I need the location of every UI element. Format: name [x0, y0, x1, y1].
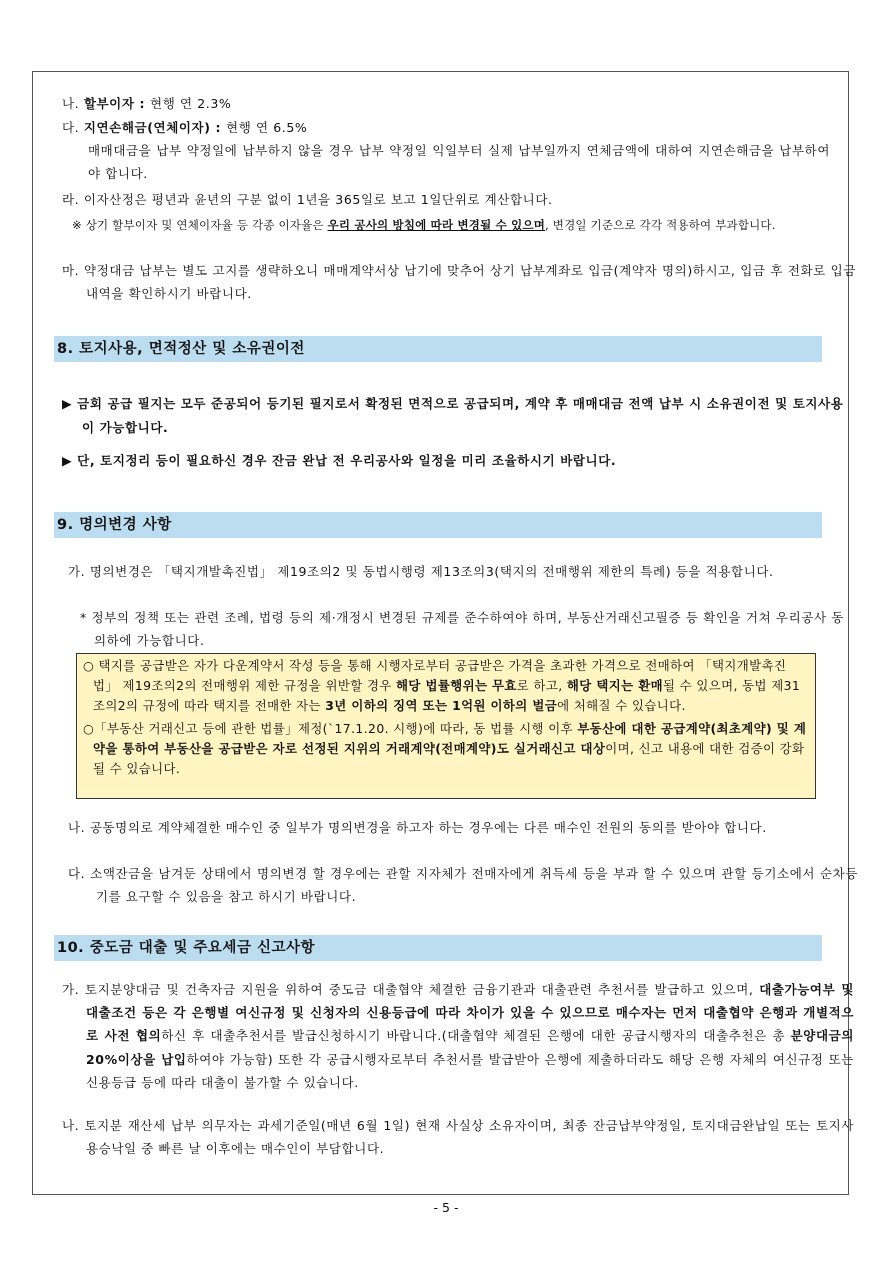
item-ra-interest-calc: 라. 이자산정은 평년과 윤년의 구분 없이 1년을 365일로 보고 1일단위로 계산합니다. [62, 192, 553, 207]
section-8-title: 8. 토지사용, 면적정산 및 소유권이전 [54, 336, 822, 362]
section-10-title: 10. 중도금 대출 및 주요세금 신고사항 [54, 935, 822, 961]
item-na-installment-interest: 나. 할부이자 : 현행 연 2.3% [62, 96, 232, 111]
section-8-bullet-1: ▶ 금회 공급 필지는 모두 준공되어 등기된 필지로서 확정된 면적으로 공급되며, 계약 후 매매대금 전액 납부 시 소유권이전 및 토지사용이 가능합니다. [62, 396, 844, 435]
item-da-late-interest: 다. 지연손해금(연체이자) : 현행 연 6.5% [62, 120, 308, 135]
section-9-title: 9. 명의변경 사항 [54, 512, 822, 538]
resale-warning-box [76, 653, 816, 799]
page-number: - 5 - [433, 1200, 459, 1215]
item-ma-payment: 마. 약정대금 납부는 별도 고지를 생략하오니 매매계약서상 납기에 맞추어 상기 납부계좌로 입금(계약자 명의)하시고, 입금 후 전화로 입금내역을 확인하시기 바랍니다. [62, 263, 856, 301]
section-9-item-da: 다. 소액잔금을 남겨둔 상태에서 명의변경 할 경우에는 관할 지자체가 전매자에게 취득세 등을 부과 할 수 있으며 관할 등기소에서 순차등기를 요구할 수 있음을 참고 하시기 바랍니다. [68, 866, 858, 904]
section-9-item-na: 나. 공동명의로 계약체결한 매수인 중 일부가 명의변경을 하고자 하는 경우에는 다른 매수인 전원의 동의를 받아야 합니다. [68, 820, 767, 835]
section-9-item-ga: 가. 명의변경은 「택지개발촉진법」 제19조의2 및 동법시행령 제13조의3(택지의 전매행위 제한의 특례) 등을 적용합니다. [68, 564, 774, 579]
late-interest-detail: 매매대금을 납부 약정일에 납부하지 않을 경우 납부 약정일 익일부터 실제 납부일까지 연체금액에 대하여 지연손해금을 납부하여야 합니다. [88, 143, 830, 181]
resale-warning-2: ○「부동산 거래신고 등에 관한 법률」제정(`17.1.20. 시행)에 따라, 동 법률 시행 이후 부동산에 대한 공급계약(최초계약) 및 계약을 통하여 부동산을 공급받은 자로 선정된 지위의 거래계약(전매계약)도 실거래신고 대상이며, 신고 내용에 대한 검증이 강화될 수 있습니다. [83, 721, 807, 776]
section-10-item-ga: 가. 토지분양대금 및 건축자금 지원을 위하여 중도금 대출협약 체결한 금융기관과 대출관련 추천서를 발급하고 있으며, 대출가능여부 및 대출조건 등은 각 은행별 여신규정 및 신청자의 신용등급에 따라 차이가 있을 수 있으므로 매수자는 먼저 대출협약 은행과 개별적으로 사전 협의하신 후 대출추천서를 발급신청하시기 바랍니다.(대출협약 체결된 은행에 대한 공급시행자의 대출추천은 총 분양대금의 20%이상을 납입하여야 가능함) 또한 각 공급시행자로부터 추천서를 발급받아 은행에 제출하더라도 해당 은행 자체의 여신규정 또는 신용등급 등에 따라 대출이 불가할 수 있습니다. [62, 982, 855, 1090]
interest-rate-note: ※ 상기 할부이자 및 연체이자율 등 각종 이자율은 우리 공사의 방침에 따라 변경될 수 있으며, 변경일 기준으로 각각 적용하여 부과합니다. [72, 218, 776, 232]
section-9-regulation-note: * 정부의 정책 또는 관련 조례, 법령 등의 제·개정시 변경된 규제를 준수하여야 하며, 부동산거래신고필증 등 확인을 거쳐 우리공사 동의하에 가능합니다. [80, 610, 844, 648]
section-10-item-na: 나. 토지분 재산세 납부 의무자는 과세기준일(매년 6월 1일) 현재 사실상 소유자이며, 최종 잔금납부약정일, 토지대금완납일 또는 토지사용승낙일 중 빠른 날 이후에는 매수인이 부담합니다. [62, 1118, 854, 1156]
resale-warning-1: ○ 택지를 공급받은 자가 다운계약서 작성 등을 통해 시행자로부터 공급받은 가격을 초과한 가격으로 전매하여 「택지개발촉진법」 제19조의2의 전매행위 제한 규정을 위반할 경우 해당 법률행위는 무효로 하고, 해당 택지는 환매될 수 있으며, 동법 제31조의2의 규정에 따라 택지를 전매한 자는 3년 이하의 징역 또는 1억원 이하의 벌금에 처해질 수 있습니다. [83, 658, 801, 713]
section-8-bullet-2: ▶ 단, 토지정리 등이 필요하신 경우 잔금 완납 전 우리공사와 일정을 미리 조율하시기 바랍니다. [62, 453, 617, 468]
